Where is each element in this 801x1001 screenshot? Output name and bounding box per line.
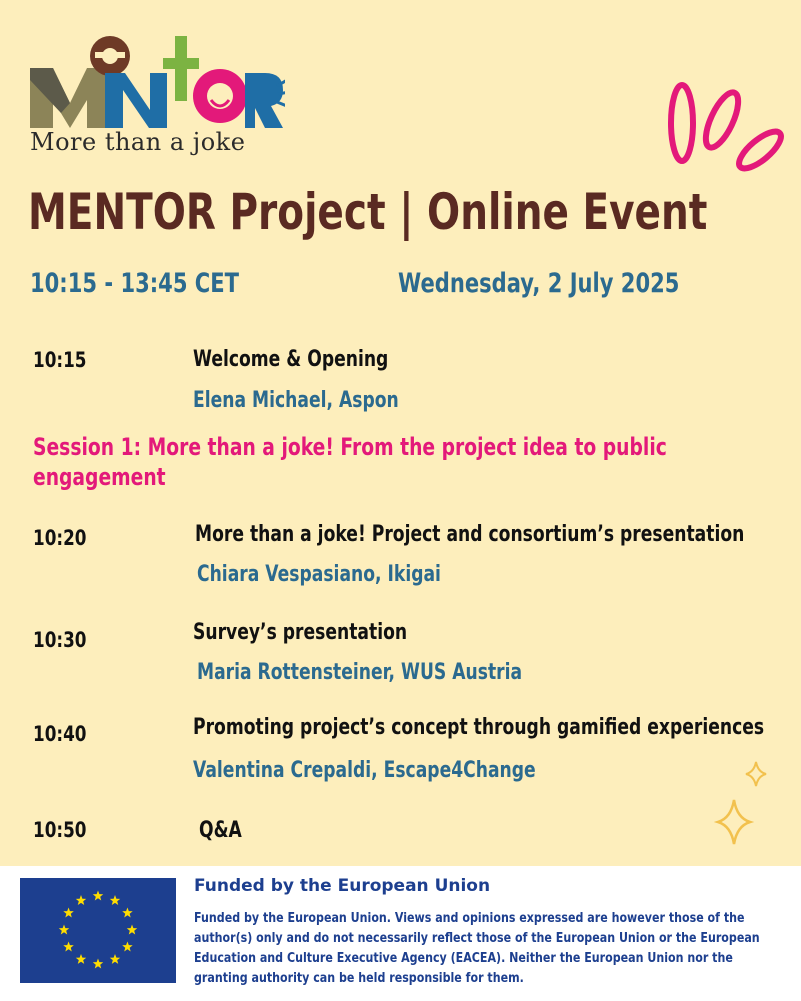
agenda-speaker: Valentina Crepaldi, Escape4Change xyxy=(193,758,536,783)
eu-disclaimer: Funded by the European Union. Views and opinions expressed are however those of the author(s) only and do not necessarily reflect those of the European Union or the European Education and Culture Executive Agency (EACEA). Neither the European Union nor the granting authority can be held responsible for them. xyxy=(194,910,760,986)
agenda-time-opening: 10:15 xyxy=(33,348,87,372)
logo-tagline: More than a joke xyxy=(30,128,246,156)
agenda-speaker-opening: Elena Michael, Aspon xyxy=(193,388,399,413)
event-time-range: 10:15 - 13:45 CET xyxy=(30,268,240,299)
pink-ovals-decoration xyxy=(660,78,790,188)
session-title: Session 1: More than a joke! From the project idea to public engagement xyxy=(33,433,667,491)
agenda-title-opening: Welcome & Opening xyxy=(193,347,389,372)
agenda-time: 10:50 xyxy=(33,818,87,842)
agenda-time: 10:20 xyxy=(33,526,87,550)
agenda-title: Survey’s presentation xyxy=(193,620,408,645)
sparkle-icon xyxy=(712,760,772,855)
agenda-title: Q&A xyxy=(199,818,242,843)
footer xyxy=(0,866,801,1001)
agenda-time: 10:40 xyxy=(33,722,87,746)
eu-flag-icon xyxy=(20,878,176,983)
event-date: Wednesday, 2 July 2025 xyxy=(398,268,680,299)
agenda-speaker: Maria Rottensteiner, WUS Austria xyxy=(197,660,523,685)
agenda-title: Promoting project’s concept through gamified experiences xyxy=(193,715,765,740)
agenda-speaker: Chiara Vespasiano, Ikigai xyxy=(197,562,441,587)
funded-by-title: Funded by the European Union xyxy=(194,876,491,896)
page-title: MENTOR Project | Online Event xyxy=(28,183,708,241)
agenda-time: 10:30 xyxy=(33,628,87,652)
agenda-title: More than a joke! Project and consortium’s presentation xyxy=(195,522,745,547)
